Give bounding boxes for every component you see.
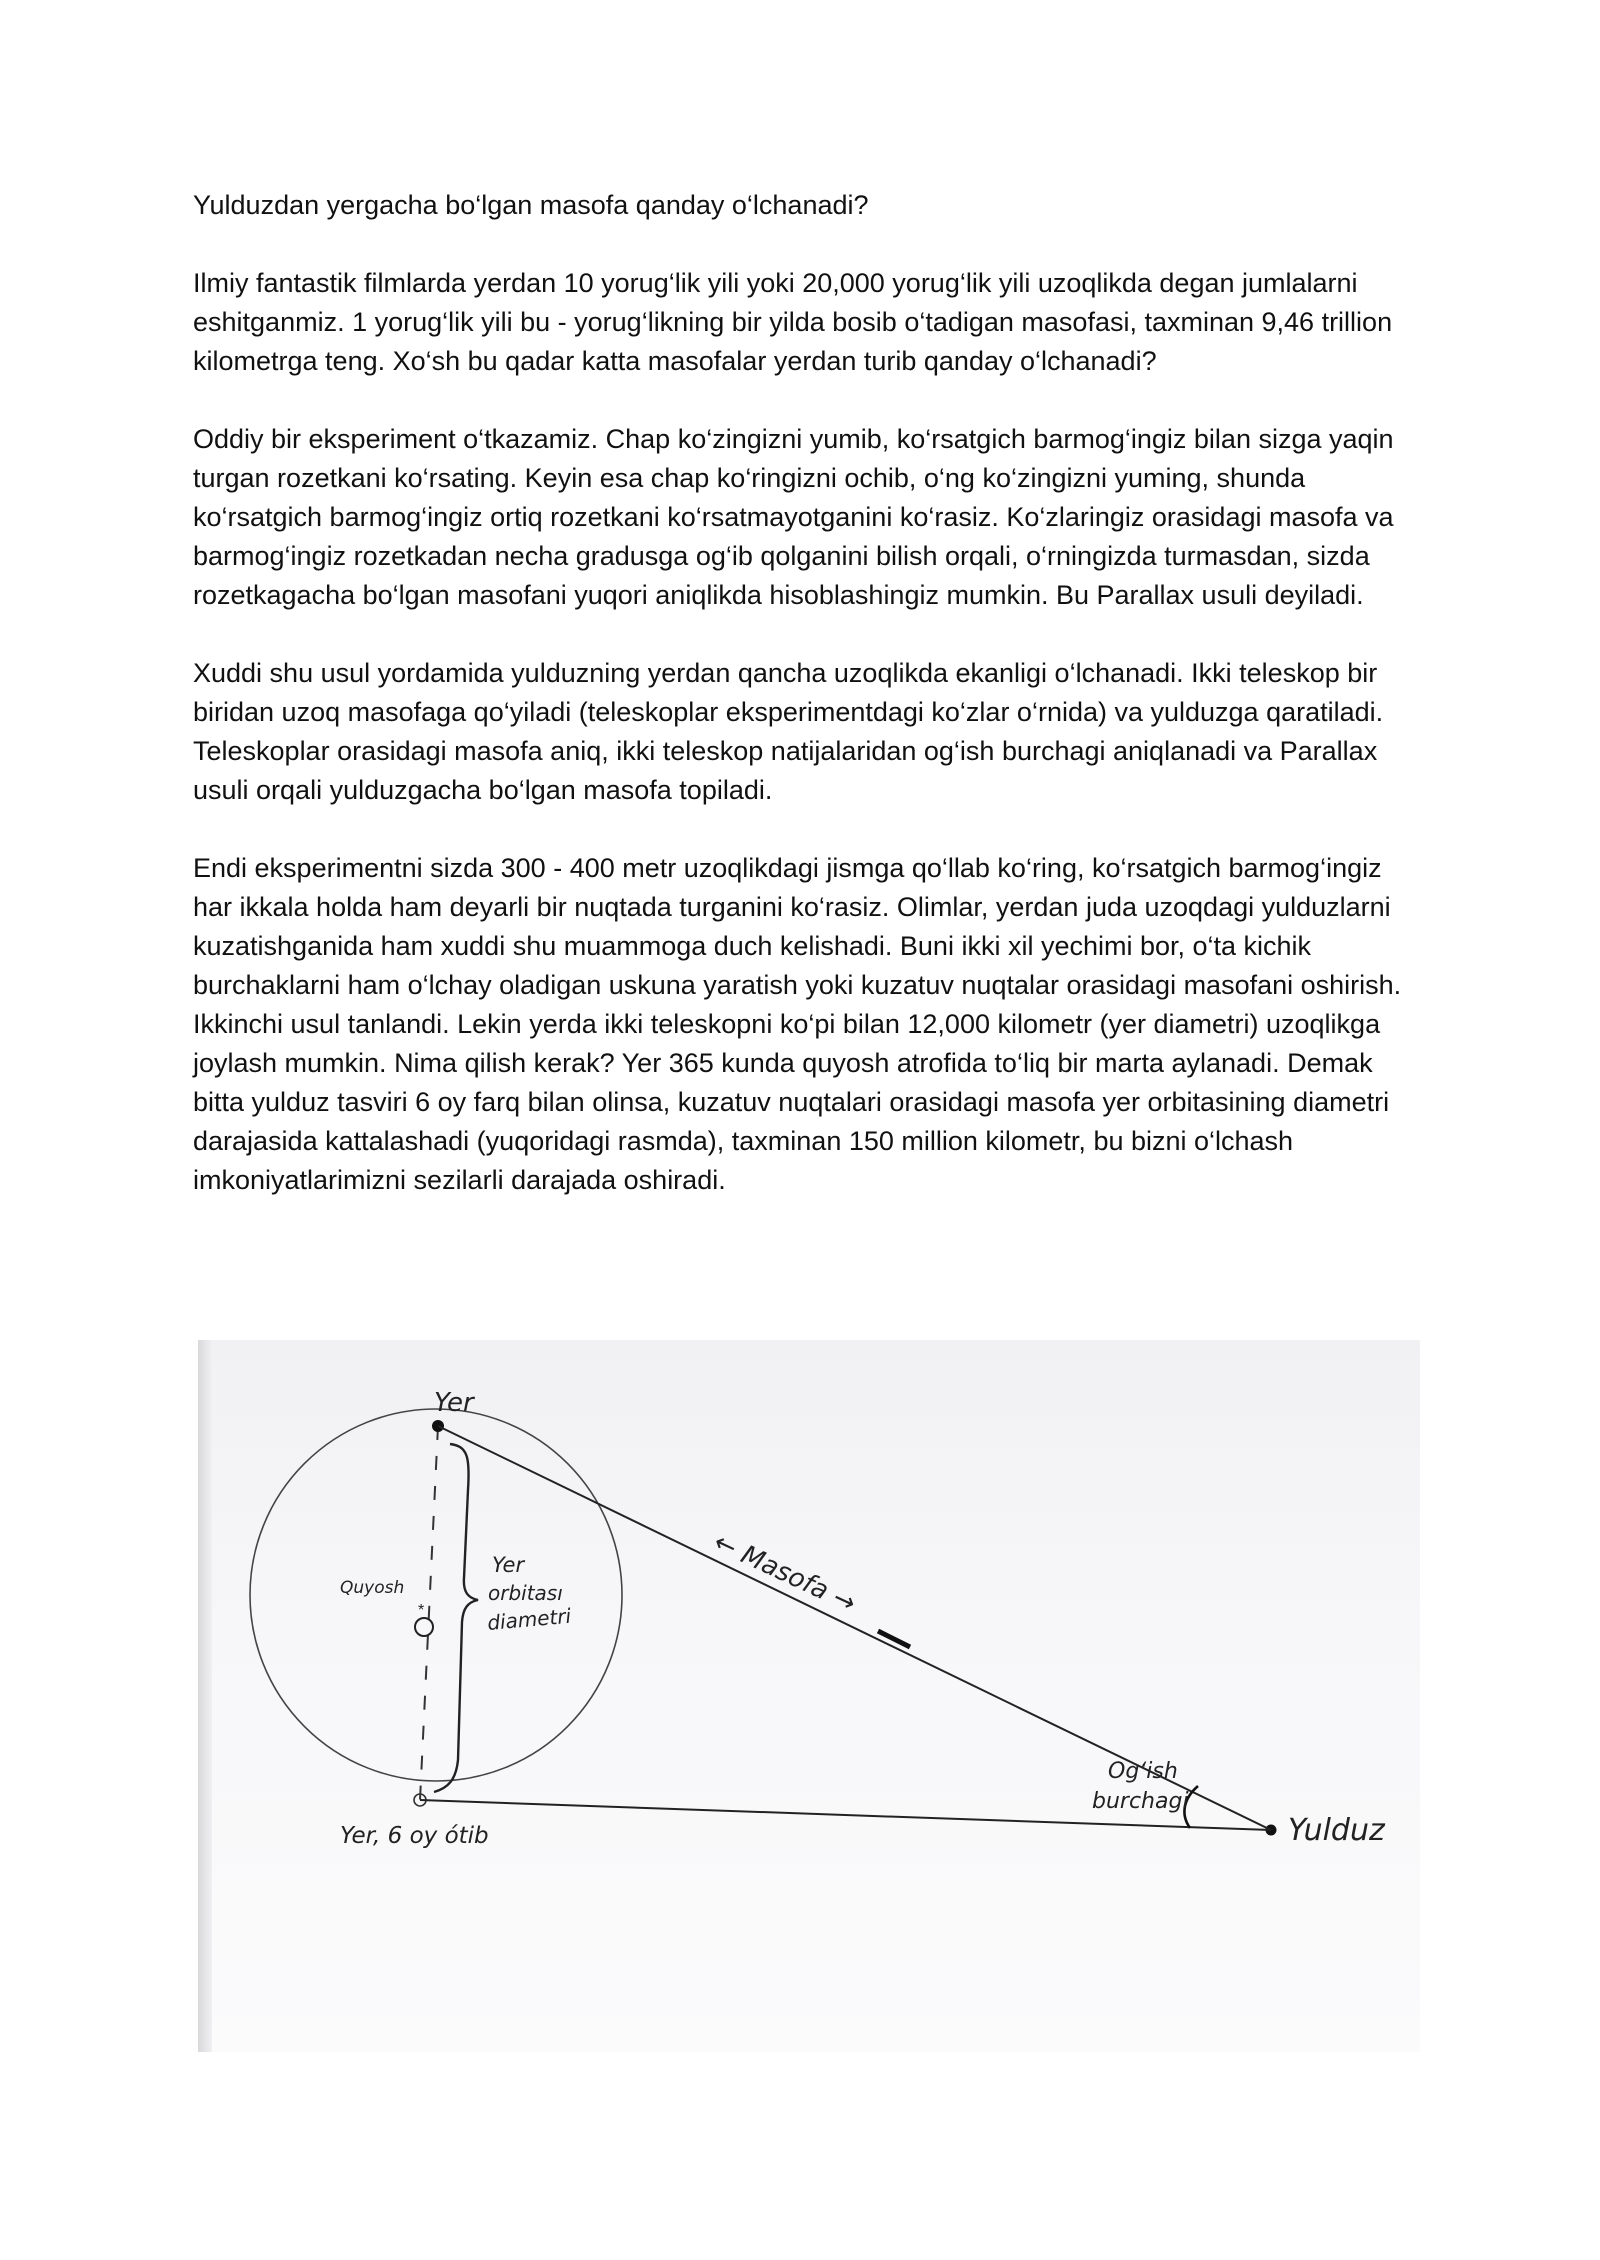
masofa-tick: [878, 1631, 910, 1647]
label-orbit-diameter-1: Yer: [492, 1553, 525, 1577]
label-masofa: ← Masofa →: [709, 1527, 861, 1620]
label-angle-1: Og‘ish: [1108, 1759, 1178, 1784]
sun-circle: [415, 1618, 433, 1636]
label-orbit-diameter-3: diametri: [486, 1603, 573, 1635]
label-yulduz: Yulduz: [1288, 1813, 1385, 1848]
label-angle-2: burchagi: [1092, 1789, 1189, 1814]
sun-star-mark: *: [418, 1602, 425, 1619]
document-title: Yulduzdan yergacha bo‘lgan masofa qanday o‘lchanadi?: [193, 190, 869, 220]
label-orbit-diameter-2: orbitası: [488, 1581, 563, 1605]
label-quyosh: Quyosh: [340, 1578, 405, 1598]
parallax-diagram: [198, 1340, 1420, 2052]
paragraph-telescopes: Xuddi shu usul yordamida yulduzning yerdan qancha uzoqlikda ekanligi o‘lchanadi. Ikki teleskop bir biridan uzoq masofaga qo‘yiladi (teleskoplar eksperimentdagi ko‘zlar o‘rnida) va yulduzga qaratiladi. Teleskoplar orasidagi masofa aniq, ikki teleskop natijalaridan og‘ish burchagi aniqlanadi va Parallax usuli orqali yulduzgacha bo‘lgan masofa topiladi.: [193, 658, 1384, 805]
document-body: [193, 186, 1423, 1200]
paragraph-experiment: Oddiy bir eksperiment o‘tkazamiz. Chap ko‘zingizni yumib, ko‘rsatgich barmog‘ingiz bilan sizga yaqin turgan rozetkani ko‘rsating. Keyin esa chap ko‘ringizni ochib, o‘ng ko‘zingizni yuming, shunda ko‘rsatgich barmog‘ingiz ortiq rozetkani ko‘rsatmayotganini ko‘rasiz. Ko‘zlaringiz orasidagi masofa va barmog‘ingiz rozetkadan necha gradusga og‘ib qolganini bilish orqali, o‘rningizda turmasdan, sizda rozetkagacha bo‘lgan masofani yuqori aniqlikda hisoblashingiz mumkin. Bu Parallax usuli deyiladi.: [193, 424, 1394, 610]
paragraph-intro: Ilmiy fantastik filmlarda yerdan 10 yorug‘lik yili yoki 20,000 yorug‘lik yili uzoqlikda degan jumlalarni eshitganmiz. 1 yorug‘lik yili bu - yorug‘likning bir yilda bosib o‘tadigan masofasi, taxminan 9,46 trillion kilometrga teng. Xo‘sh bu qadar katta masofalar yerdan turib qanday o‘lchanadi?: [193, 268, 1393, 376]
parallax-diagram-photo: [198, 1340, 1420, 2052]
label-yer-bottom: Yer, 6 oy ótib: [340, 1823, 489, 1849]
orbit-diameter-brace: [434, 1444, 478, 1792]
label-yer-top: Yer: [434, 1388, 474, 1418]
paragraph-orbit: Endi eksperimentni sizda 300 - 400 metr uzoqlikdagi jismga qo‘llab ko‘ring, ko‘rsatgich barmog‘ingiz har ikkala holda ham deyarli bir nuqtada turganini ko‘rasiz. Olimlar, yerdan juda uzoqdagi yulduzlarni kuzatishganida ham xuddi shu muammoga duch kelishadi. Buni ikki xil yechimi bor, o‘ta kichik burchaklarni ham o‘lchay oladigan uskuna yaratish yoki kuzatuv nuqtalar orasidagi masofani oshirish. Ikkinchi usul tanlandi. Lekin yerda ikki teleskopni ko‘pi bilan 12,000 kilometr (yer diametri) uzoqlikga joylash mumkin. Nima qilish kerak? Yer 365 kunda quyosh atrofida to‘liq bir marta aylanadi. Demak bitta yulduz tasviri 6 oy farq bilan olinsa, kuzatuv nuqtalari orasidagi masofa yer orbitasining diametri darajasida kattalashadi (yuqoridagi rasmda), taxminan 150 million kilometr, bu bizni o‘lchash imkoniyatlarimizni sezilarli darajada oshiradi.: [193, 853, 1402, 1195]
